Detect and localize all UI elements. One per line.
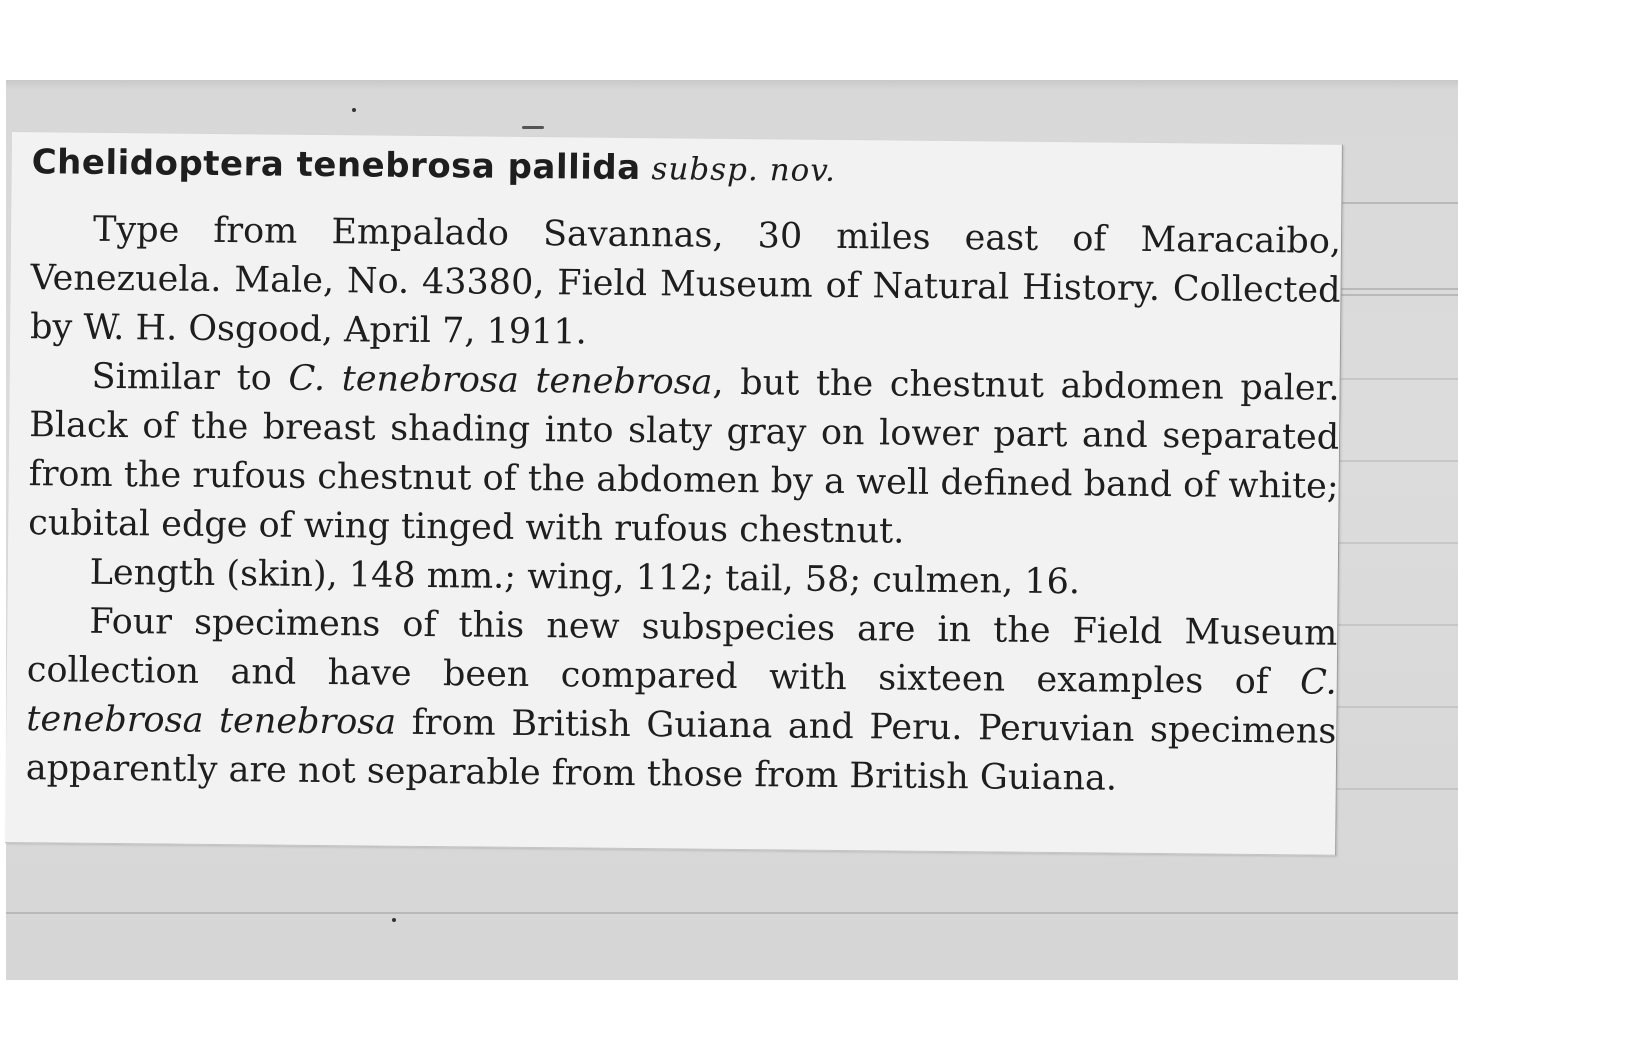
- taxon-name: Chelidoptera tenebrosa pallida: [31, 142, 641, 189]
- card-top-shadow: [6, 80, 1458, 90]
- printed-clipping: [5, 132, 1343, 856]
- dust-speck: [352, 108, 356, 112]
- comparison-taxon: C. tenebrosa tenebrosa: [288, 358, 713, 403]
- specimens-paragraph: [26, 597, 1338, 806]
- measurements-paragraph: Length (skin), 148 mm.; wing, 112; tail, 58; culmen, 16.: [89, 552, 1081, 603]
- card-rule-line: [6, 912, 1458, 914]
- type-paragraph: Type from Empalado Savannas, 30 miles east of Maracaibo, Venezuela. Male, No. 43380, Field Museum of Natural History. Collected by W. H. Osgood, April 7, 1911.: [29, 209, 1342, 353]
- specimens-taxon: C. tenebrosa tenebrosa: [26, 662, 1337, 743]
- comparison-paragraph: [28, 352, 1340, 561]
- specimens-text-start: Four specimens of this new subspecies are in the Field Museum collection and have been compared with sixteen examples of: [26, 601, 1338, 703]
- taxon-status: subsp. nov.: [651, 151, 837, 189]
- clipping-text: [26, 140, 1342, 806]
- taxon-heading: [31, 140, 1341, 198]
- dust-speck: [392, 918, 396, 922]
- specimens-text-end: from British Guiana and Peru. Peruvian specimens apparently are not separable from those from British Guiana.: [25, 702, 1337, 799]
- comparison-text-start: Similar to: [91, 356, 289, 399]
- comparison-text-end: , but the chestnut abdomen paler. Black of the breast shading into slaty gray on lower part and separated from the rufous chestnut of the abdomen by a well defined band of white; cubital edge of wing tinged with rufous chestnut.: [28, 362, 1340, 552]
- dust-speck: [522, 126, 544, 129]
